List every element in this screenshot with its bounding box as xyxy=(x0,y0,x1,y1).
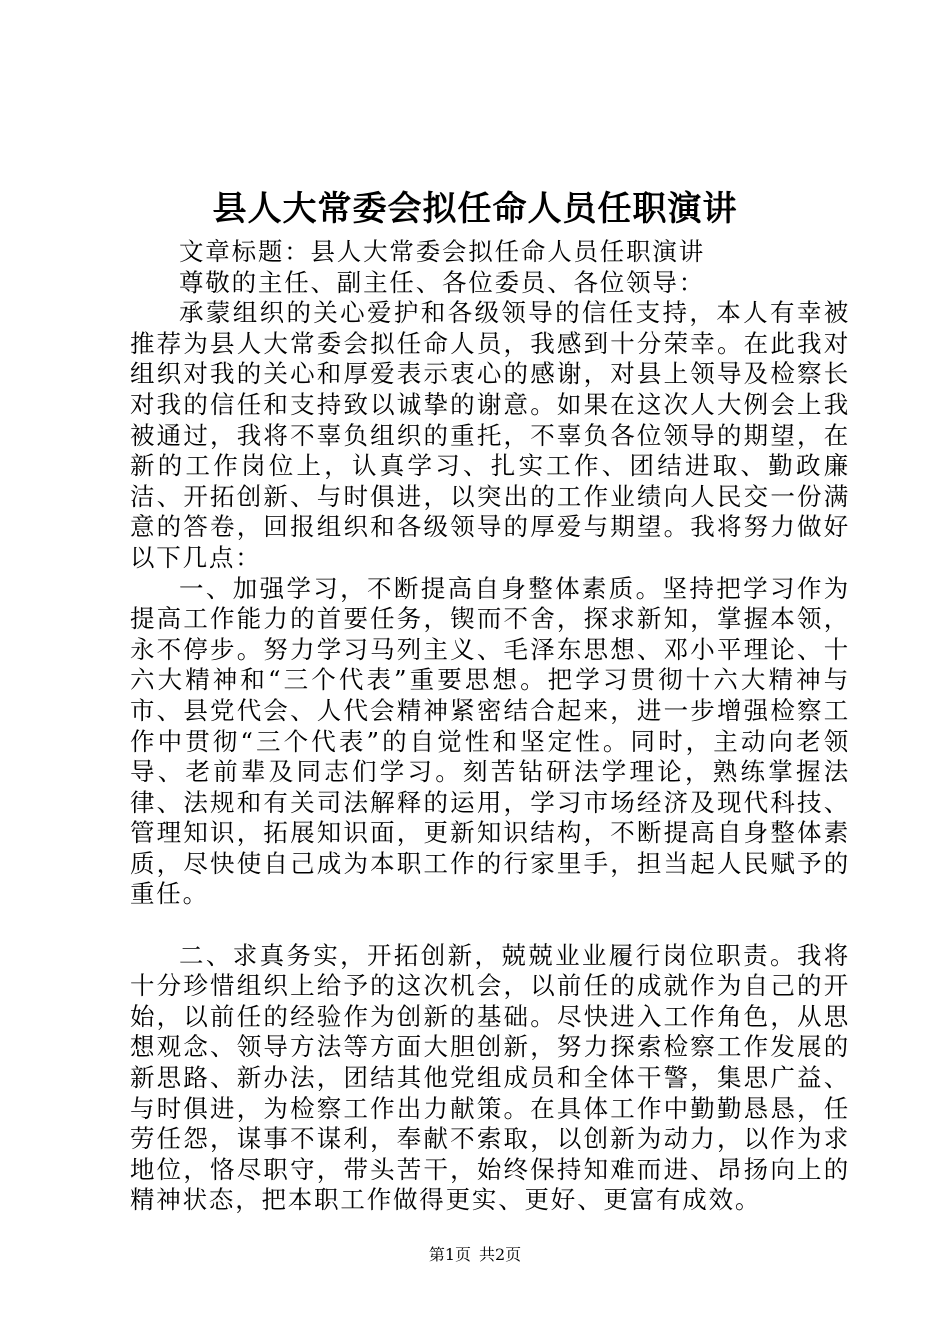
paragraph-point-one: 一、加强学习，不断提高自身整体素质。坚持把学习作为提高工作能力的首要任务，锲而不舍，探求新知，掌握本领，永不停步。努力学习马列主义、毛泽东思想、邓小平理论、十六大精神和“三个代表”重要思想。把学习贯彻十六大精神与市、县党代会、人代会精神紧密结合起来，进一步增强检察工作中贯彻“三个代表”的自觉性和坚定性。同时，主动向老领导、老前辈及同志们学习。刻苦钻研法学理论，熟练掌握法律、法规和有关司法解释的运用，学习市场经济及现代科技、管理知识，拓展知识面，更新知识结构，不断提高自身整体素质，尽快使自己成为本职工作的行家里手，担当起人民赋予的重任。 xyxy=(130,573,850,909)
document-body xyxy=(130,237,850,1216)
document-title: 县人大常委会拟任命人员任职演讲 xyxy=(212,189,738,229)
page-number: 第1页 xyxy=(428,1245,471,1264)
salutation: 尊敬的主任、副主任、各位委员、各位领导： xyxy=(179,267,705,297)
paragraph-intro: 承蒙组织的关心爱护和各级领导的信任支持，本人有幸被推荐为县人大常委会拟任命人员，我感到十分荣幸。在此我对组织对我的关心和厚爱表示衷心的感谢，对县上领导及检察长对我的信任和支持致以诚挚的谢意。如果在这次人大例会上我被通过，我将不辜负组织的重托，不辜负各位领导的期望，在新的工作岗位上，认真学习、扎实工作、团结进取、勤政廉洁、开拓创新、与时俱进，以突出的工作业绩向人民交一份满意的答卷，回报组织和各级领导的厚爱与期望。我将努力做好以下几点： xyxy=(130,298,850,572)
page-total: 共2页 xyxy=(479,1245,522,1264)
article-title-line: 文章标题：县人大常委会拟任命人员任职演讲 xyxy=(179,237,705,266)
page-footer xyxy=(0,1244,950,1266)
paragraph-point-two: 二、求真务实，开拓创新，兢兢业业履行岗位职责。我将十分珍惜组织上给予的这次机会，以前任的成就作为自己的开始，以前任的经验作为创新的基础。尽快进入工作角色，从思想观念、领导方法等方面大胆创新，努力探索检察工作发展的新思路、新办法，团结其他党组成员和全体干警，集思广益、与时俱进，为检察工作出力献策。在具体工作中勤勤恳恳，任劳任怨，谋事不谋利，奉献不索取，以创新为动力，以作为求地位，恪尽职守，带头苦干，始终保持知难而进、昂扬向上的精神状态，把本职工作做得更实、更好、更富有成效。 xyxy=(130,940,850,1215)
